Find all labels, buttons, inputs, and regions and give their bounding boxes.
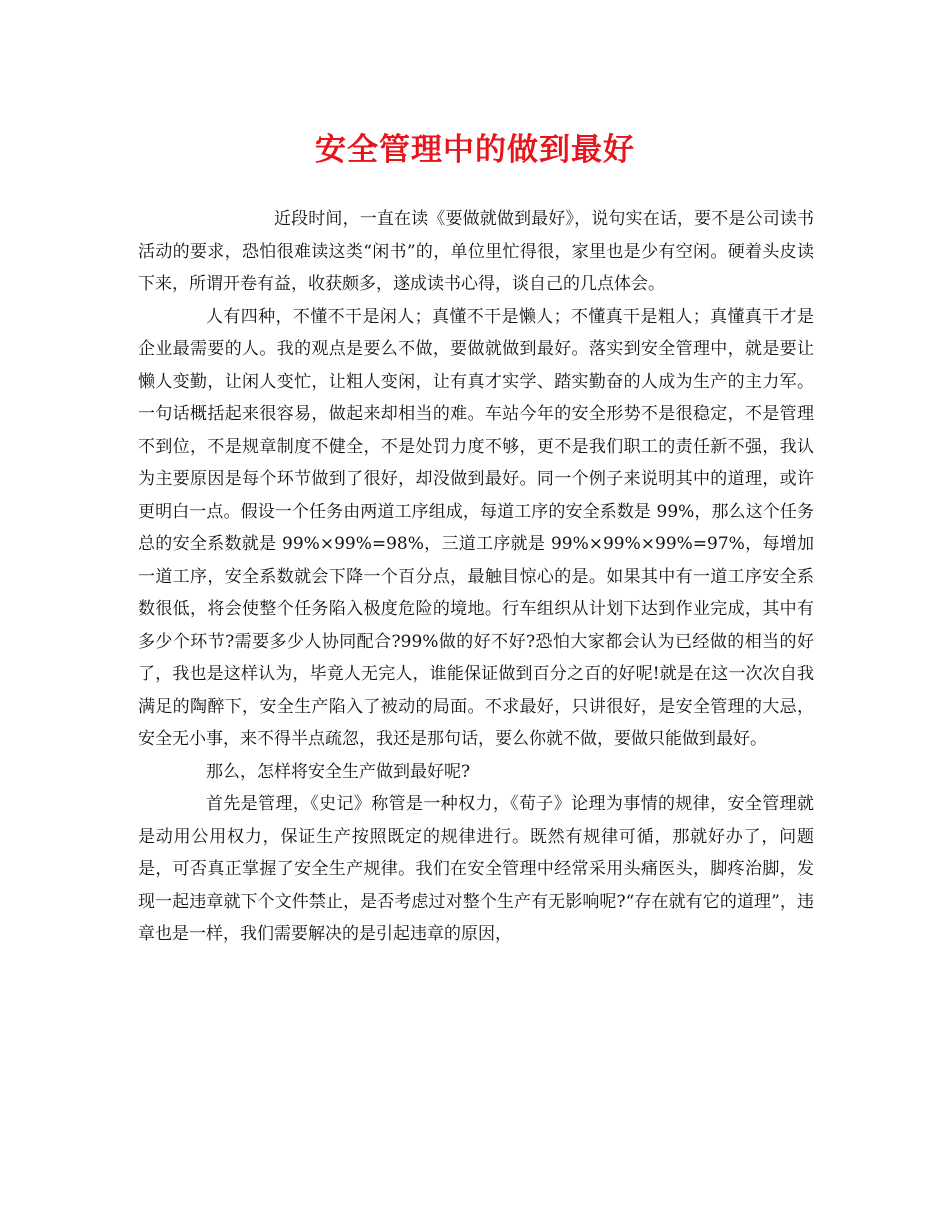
paragraph: 人有四种，不懂不干是闲人；真懂不干是懒人；不懂真干是粗人；真懂真干才是企业最需要的人。我的观点是要么不做，要做就做到最好。落实到安全管理中，就是要让懒人变勤，让闲人变忙，让粗人变闲，让有真才实学、踏实勤奋的人成为生产的主力军。一句话概括起来很容易，做起来却相当的难。车站今年的安全形势不是很稳定，不是管理不到位，不是规章制度不健全，不是处罚力度不够，更不是我们职工的责任新不强，我认为主要原因是每个环节做到了很好，却没做到最好。同一个例子来说明其中的道理，或许更明白一点。假设一个任务由两道工序组成，每道工序的安全系数是 99%，那么这个任务总的安全系数就是 99%×99%=98%，三道工序就是 99%×99%×99%=97%，每增加一道工序，安全系数就会下降一个百分点，最触目惊心的是。如果其中有一道工序安全系数很低，将会使整个任务陷入极度危险的境地。行车组织从计划下达到作业完成，其中有多少个环节?需要多少人协同配合?99%做的好不好?恐怕大家都会认为已经做的相当的好了，我也是这样认为，毕竟人无完人，谁能保证做到百分之百的好呢!就是在这一次次自我满足的陶醉下，安全生产陷入了被动的局面。不求最好，只讲很好，是安全管理的大忌，安全无小事，来不得半点疏忽，我还是那句话，要么你就不做，要做只能做到最好。	[138, 306, 814, 749]
document-body	[138, 203, 814, 951]
paragraph: 那么，怎样将安全生产做到最好呢?	[206, 761, 471, 782]
paragraph: 近段时间，一直在读《要做就做到最好》，说句实在话，要不是公司读书活动的要求，恐怕很难读这类“闲书”的，单位里忙得很，家里也是少有空闲。硬着头皮读下来，所谓开卷有益，收获颇多，遂成读书心得，谈自己的几点体会。	[138, 209, 814, 294]
paragraph: 首先是管理，《史记》称管是一种权力，《荀子》论理为事情的规律，安全管理就是动用公用权力，保证生产按照既定的规律进行。既然有规律可循，那就好办了，问题是，可否真正掌握了安全生产规律。我们在安全管理中经常采用头痛医头，脚疼治脚，发现一起违章就下个文件禁止，是否考虑过对整个生产有无影响呢?“存在就有它的道理”，违章也是一样，我们需要解决的是引起违章的原因，	[138, 794, 814, 944]
document-title: 安全管理中的做到最好	[315, 132, 635, 168]
